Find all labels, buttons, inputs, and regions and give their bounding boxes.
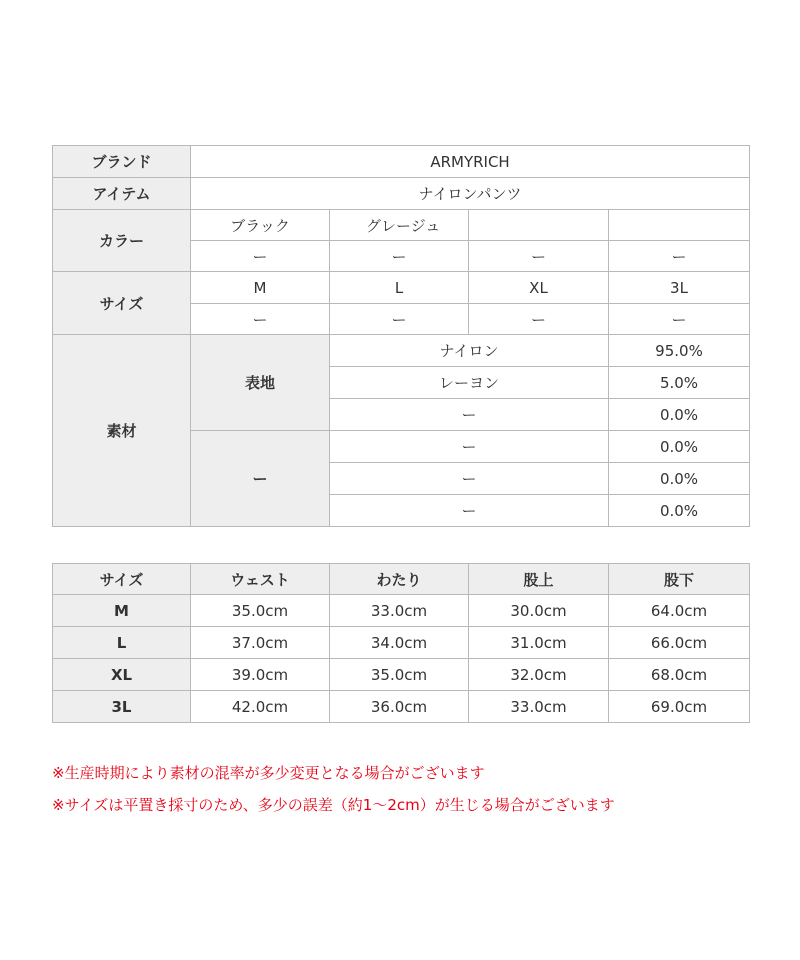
- size-measurement-table: [52, 563, 750, 723]
- color-cell: グレージュ: [330, 210, 469, 241]
- measurement-cell: 37.0cm: [191, 627, 330, 659]
- color-cell: [469, 210, 609, 241]
- table-row: [53, 627, 750, 659]
- size-cell: ー: [330, 304, 469, 335]
- table-row: [53, 659, 750, 691]
- material-pct: 0.0%: [609, 399, 750, 431]
- size-table-header: 股下: [609, 564, 750, 595]
- material-pct: 0.0%: [609, 431, 750, 463]
- size-cell: M: [191, 272, 330, 304]
- material-name: ー: [330, 495, 609, 527]
- table-row: [53, 691, 750, 723]
- measurement-cell: 36.0cm: [330, 691, 469, 723]
- size-name: M: [53, 595, 191, 627]
- brand-value: ARMYRICH: [191, 146, 750, 178]
- measurement-cell: 33.0cm: [330, 595, 469, 627]
- measurement-cell: 66.0cm: [609, 627, 750, 659]
- table-row: [53, 595, 750, 627]
- color-cell: ー: [330, 241, 469, 272]
- measurement-cell: 35.0cm: [191, 595, 330, 627]
- material-pct: 0.0%: [609, 495, 750, 527]
- size-label: サイズ: [53, 272, 191, 335]
- material-row: [53, 335, 750, 367]
- color-cell: ー: [609, 241, 750, 272]
- measurement-cell: 34.0cm: [330, 627, 469, 659]
- color-label: カラー: [53, 210, 191, 272]
- size-table-header: サイズ: [53, 564, 191, 595]
- measurement-cell: 42.0cm: [191, 691, 330, 723]
- material-label: 素材: [53, 335, 191, 527]
- material-name: ー: [330, 431, 609, 463]
- measurement-cell: 33.0cm: [469, 691, 609, 723]
- size-cell: ー: [469, 304, 609, 335]
- brand-label: ブランド: [53, 146, 191, 178]
- material-group-name: ー: [191, 431, 330, 527]
- brand-row: [53, 146, 750, 178]
- material-pct: 95.0%: [609, 335, 750, 367]
- color-cell: ー: [191, 241, 330, 272]
- color-cell: ブラック: [191, 210, 330, 241]
- size-cell: ー: [609, 304, 750, 335]
- color-cell: ー: [469, 241, 609, 272]
- color-cell: [609, 210, 750, 241]
- size-table-header: ウェスト: [191, 564, 330, 595]
- item-value: ナイロンパンツ: [191, 178, 750, 210]
- material-name: ー: [330, 463, 609, 495]
- measurement-cell: 35.0cm: [330, 659, 469, 691]
- product-spec-table: [52, 145, 750, 527]
- measurement-cell: 64.0cm: [609, 595, 750, 627]
- item-label: アイテム: [53, 178, 191, 210]
- material-name: ナイロン: [330, 335, 609, 367]
- measurement-cell: 32.0cm: [469, 659, 609, 691]
- size-name: XL: [53, 659, 191, 691]
- measurement-cell: 39.0cm: [191, 659, 330, 691]
- material-pct: 5.0%: [609, 367, 750, 399]
- size-cell: 3L: [609, 272, 750, 304]
- material-group-name: 表地: [191, 335, 330, 431]
- color-row: [53, 210, 750, 241]
- size-cell: L: [330, 272, 469, 304]
- size-cell: XL: [469, 272, 609, 304]
- size-name: 3L: [53, 691, 191, 723]
- size-table-header: わたり: [330, 564, 469, 595]
- note-material-ratio: ※生産時期により素材の混率が多少変更となる場合がございます: [52, 764, 485, 782]
- measurement-cell: 31.0cm: [469, 627, 609, 659]
- item-row: [53, 178, 750, 210]
- measurement-cell: 68.0cm: [609, 659, 750, 691]
- size-table-header-row: [53, 564, 750, 595]
- material-name: ー: [330, 399, 609, 431]
- note-size-tolerance: ※サイズは平置き採寸のため、多少の誤差（約1～2cm）が生じる場合がございます: [52, 796, 615, 814]
- measurement-cell: 69.0cm: [609, 691, 750, 723]
- size-cell: ー: [191, 304, 330, 335]
- size-row: [53, 272, 750, 304]
- size-name: L: [53, 627, 191, 659]
- material-pct: 0.0%: [609, 463, 750, 495]
- size-table-header: 股上: [469, 564, 609, 595]
- measurement-cell: 30.0cm: [469, 595, 609, 627]
- material-name: レーヨン: [330, 367, 609, 399]
